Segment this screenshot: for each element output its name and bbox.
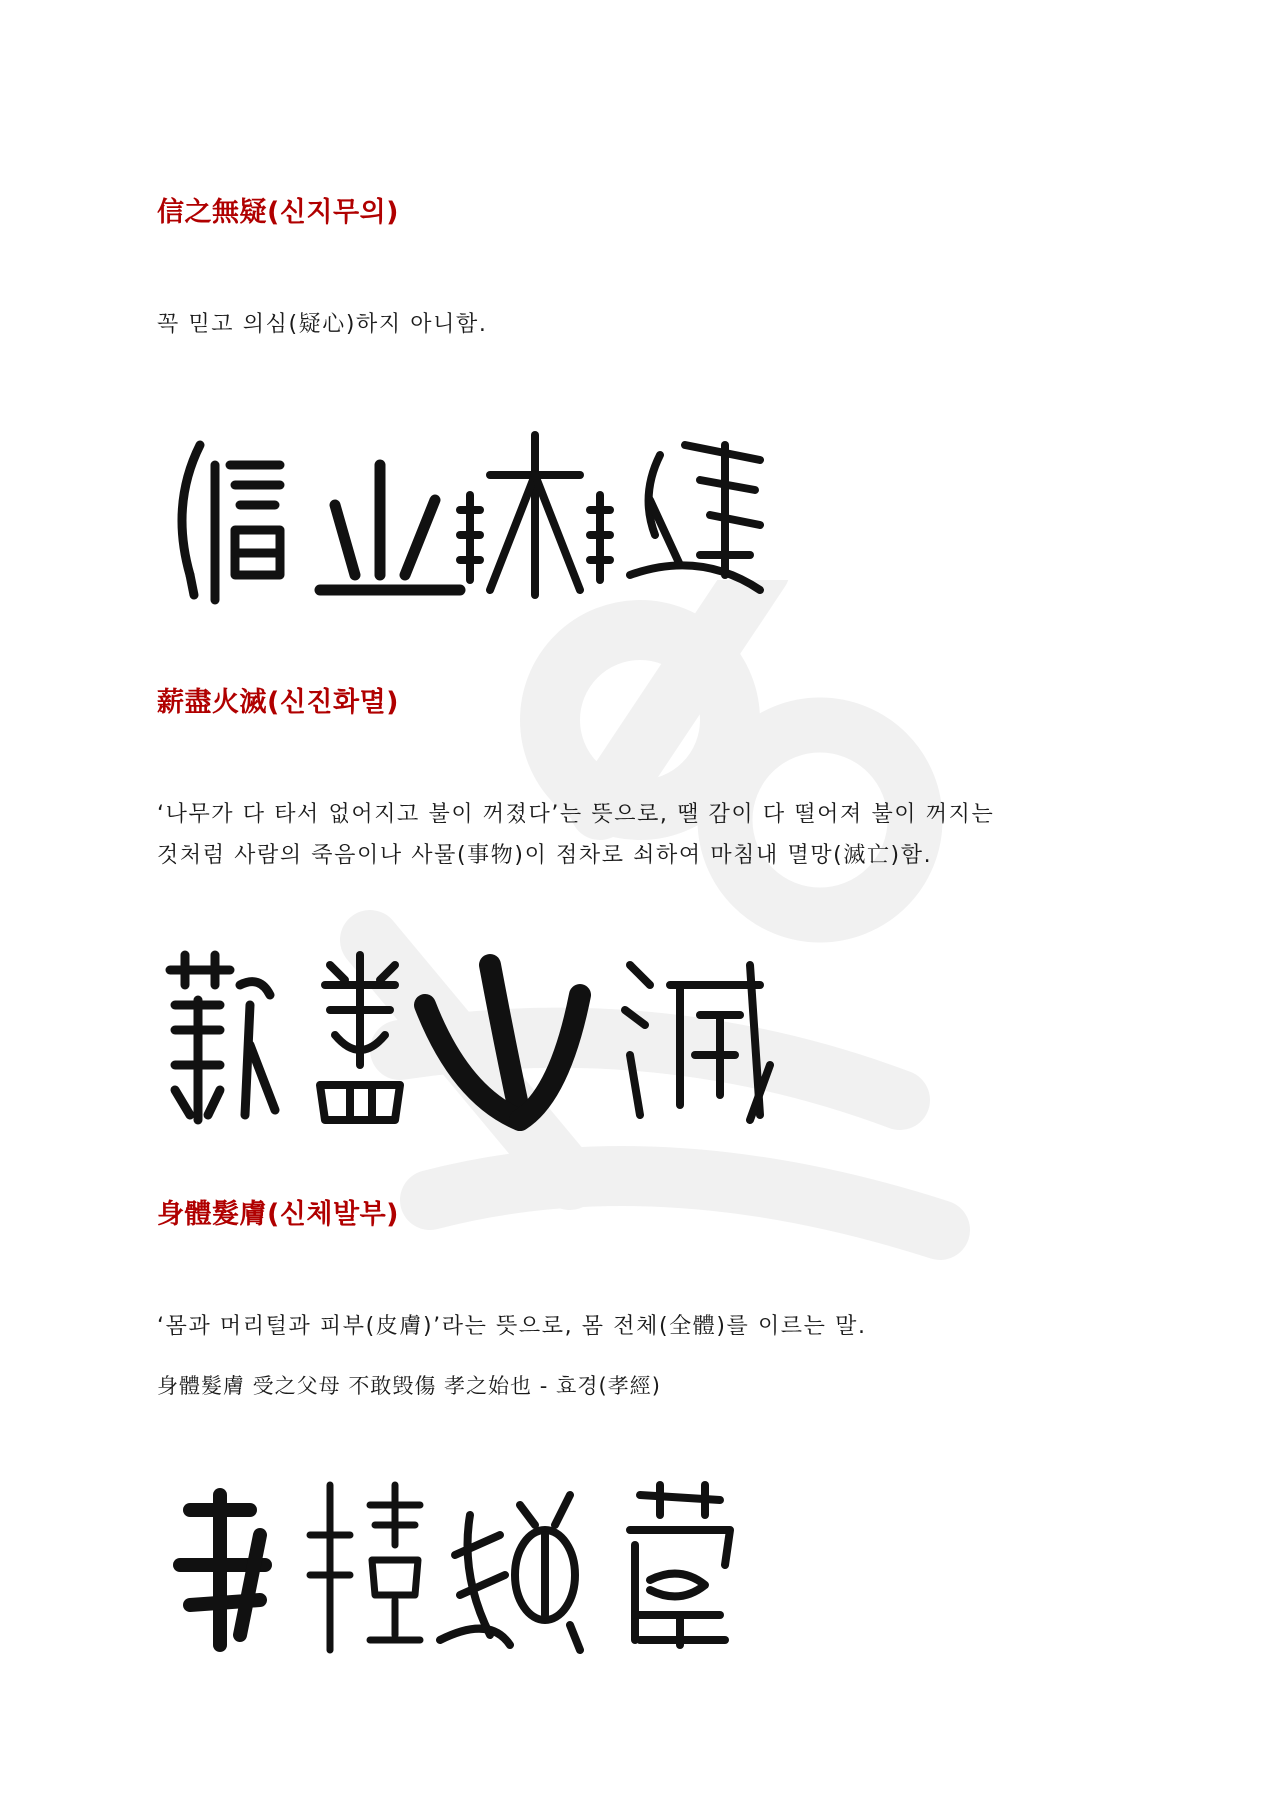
seal-glyph-體 — [310, 1485, 420, 1650]
entry-title-3: 身體髮膚(신체발부) — [157, 1199, 400, 1230]
entry-3-definition: ‘몸과 머리털과 피부(皮膚)’라는 뜻으로, 몸 전체(全體)를 이르는 말. — [157, 1314, 867, 1339]
seal-glyph-盡 — [320, 955, 400, 1120]
seal-script-row-3 — [160, 1475, 780, 1665]
entry-3-quote: 身體髮膚 受之父母 不敢毁傷 孝之始也 - 효경(孝經) — [157, 1374, 661, 1398]
entry-2-definition-line-2: 것처럼 사람의 죽음이나 사물(事物)이 점차로 쇠하여 마침내 멸망(滅亡)함. — [157, 843, 933, 868]
entry-1-definition: 꼭 믿고 의심(疑心)하지 아니함. — [157, 312, 488, 337]
entry-title-1: 信之無疑(신지무의) — [157, 197, 400, 228]
seal-glyph-膚 — [630, 1485, 730, 1645]
seal-glyph-髮 — [440, 1495, 580, 1650]
seal-glyph-薪 — [170, 955, 275, 1120]
entry-2-definition-line-1: ‘나무가 다 타서 없어지고 불이 꺼졌다’는 뜻으로, 땔 감이 다 떨어져 불이 꺼지는 — [157, 802, 995, 827]
seal-script-row-2 — [160, 945, 780, 1135]
seal-glyph-疑 — [630, 445, 760, 590]
seal-glyph-火 — [425, 965, 580, 1120]
seal-glyph-身 — [180, 1495, 265, 1645]
seal-glyph-信 — [182, 445, 280, 600]
seal-glyph-之 — [320, 465, 460, 590]
entry-title-2: 薪盡火滅(신진화멸) — [157, 687, 400, 718]
seal-script-row-1 — [160, 425, 780, 615]
seal-glyph-無 — [460, 435, 610, 595]
seal-glyph-滅 — [625, 965, 770, 1120]
